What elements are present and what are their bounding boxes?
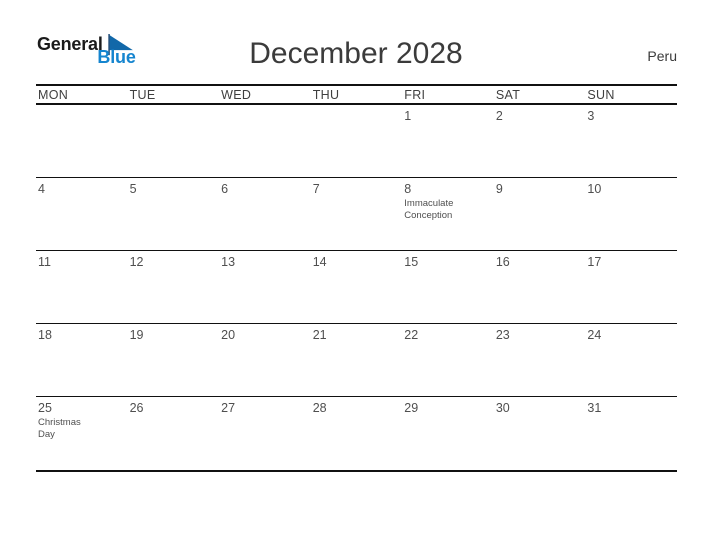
day-number: 26 [129,401,144,415]
calendar-day-cell [219,105,311,177]
day-number: 17 [587,255,602,269]
calendar-day-cell [36,251,128,323]
calendar-day-cell [128,251,220,323]
region-label: Peru [647,48,677,64]
calendar-day-cell [585,324,677,396]
calendar-day-cell [585,251,677,323]
week-row [36,251,677,324]
calendar-day-cell [128,397,220,470]
calendar-day-cell [128,178,220,250]
day-number: 9 [495,182,503,196]
day-number: 14 [312,255,327,269]
day-number: 12 [129,255,144,269]
week-row [36,324,677,397]
calendar-day-cell [494,397,586,470]
day-number: 8 [404,182,412,196]
calendar-day-cell [494,324,586,396]
weekday-tue: TUE [129,87,156,102]
calendar-day-cell [311,251,403,323]
calendar-day-cell [36,324,128,396]
logo-word-blue: Blue [97,47,136,67]
calendar-day-cell [494,178,586,250]
calendar-day-cell [311,324,403,396]
day-number: 19 [129,328,144,342]
weekday-sun: SUN [587,87,615,102]
week-row [36,397,677,472]
day-number: 29 [404,401,419,415]
calendar-day-cell [402,178,494,250]
day-number: 4 [38,182,45,196]
day-number: 23 [495,328,510,342]
day-number: 3 [587,109,595,123]
calendar-day-cell [36,178,128,250]
day-number: 30 [495,401,510,415]
day-number: 2 [495,109,503,123]
calendar-grid [36,84,677,472]
day-number: 21 [312,328,327,342]
calendar-day-cell [219,178,311,250]
weekday-sat: SAT [495,87,521,102]
day-number: 16 [495,255,510,269]
day-number: 7 [312,182,320,196]
day-number: 27 [221,401,236,415]
weekday-mon: MON [38,87,69,102]
day-number: 22 [404,328,419,342]
calendar-day-cell [494,251,586,323]
weeks-container [36,105,677,472]
day-number: 5 [129,182,137,196]
weekday-thu: THU [312,87,340,102]
week-row [36,105,677,178]
weekday-wed: WED [221,87,252,102]
day-number: 24 [587,328,602,342]
day-number: 1 [404,109,412,123]
day-number: 31 [587,401,602,415]
calendar-day-cell [128,324,220,396]
calendar-day-cell [219,397,311,470]
page-title: December 2028 [249,37,463,70]
calendar-day-cell [402,251,494,323]
calendar-day-cell [36,105,128,177]
day-number: 6 [221,182,229,196]
day-number: 11 [38,255,51,269]
weekday-header-row [36,84,677,105]
logo-word-general: General [37,34,103,54]
day-number: 20 [221,328,236,342]
calendar-day-cell [36,397,128,470]
calendar-day-cell [585,397,677,470]
calendar-day-cell [311,397,403,470]
day-number: 18 [38,328,52,342]
day-number: 10 [587,182,602,196]
calendar-day-cell [311,105,403,177]
weekday-fri: FRI [404,87,426,102]
calendar-day-cell [402,324,494,396]
calendar-day-cell [219,251,311,323]
calendar-day-cell [494,105,586,177]
day-number: 13 [221,255,236,269]
week-row [36,178,677,251]
day-number: 25 [38,401,52,415]
holiday-label: Immaculate Conception [404,198,454,221]
calendar-day-cell [128,105,220,177]
holiday-label: Christmas Day [38,417,81,440]
calendar-day-cell [402,105,494,177]
calendar-day-cell [311,178,403,250]
calendar-day-cell [402,397,494,470]
day-number: 15 [404,255,419,269]
calendar-day-cell [219,324,311,396]
calendar-day-cell [585,178,677,250]
day-number: 28 [312,401,327,415]
calendar-day-cell [585,105,677,177]
